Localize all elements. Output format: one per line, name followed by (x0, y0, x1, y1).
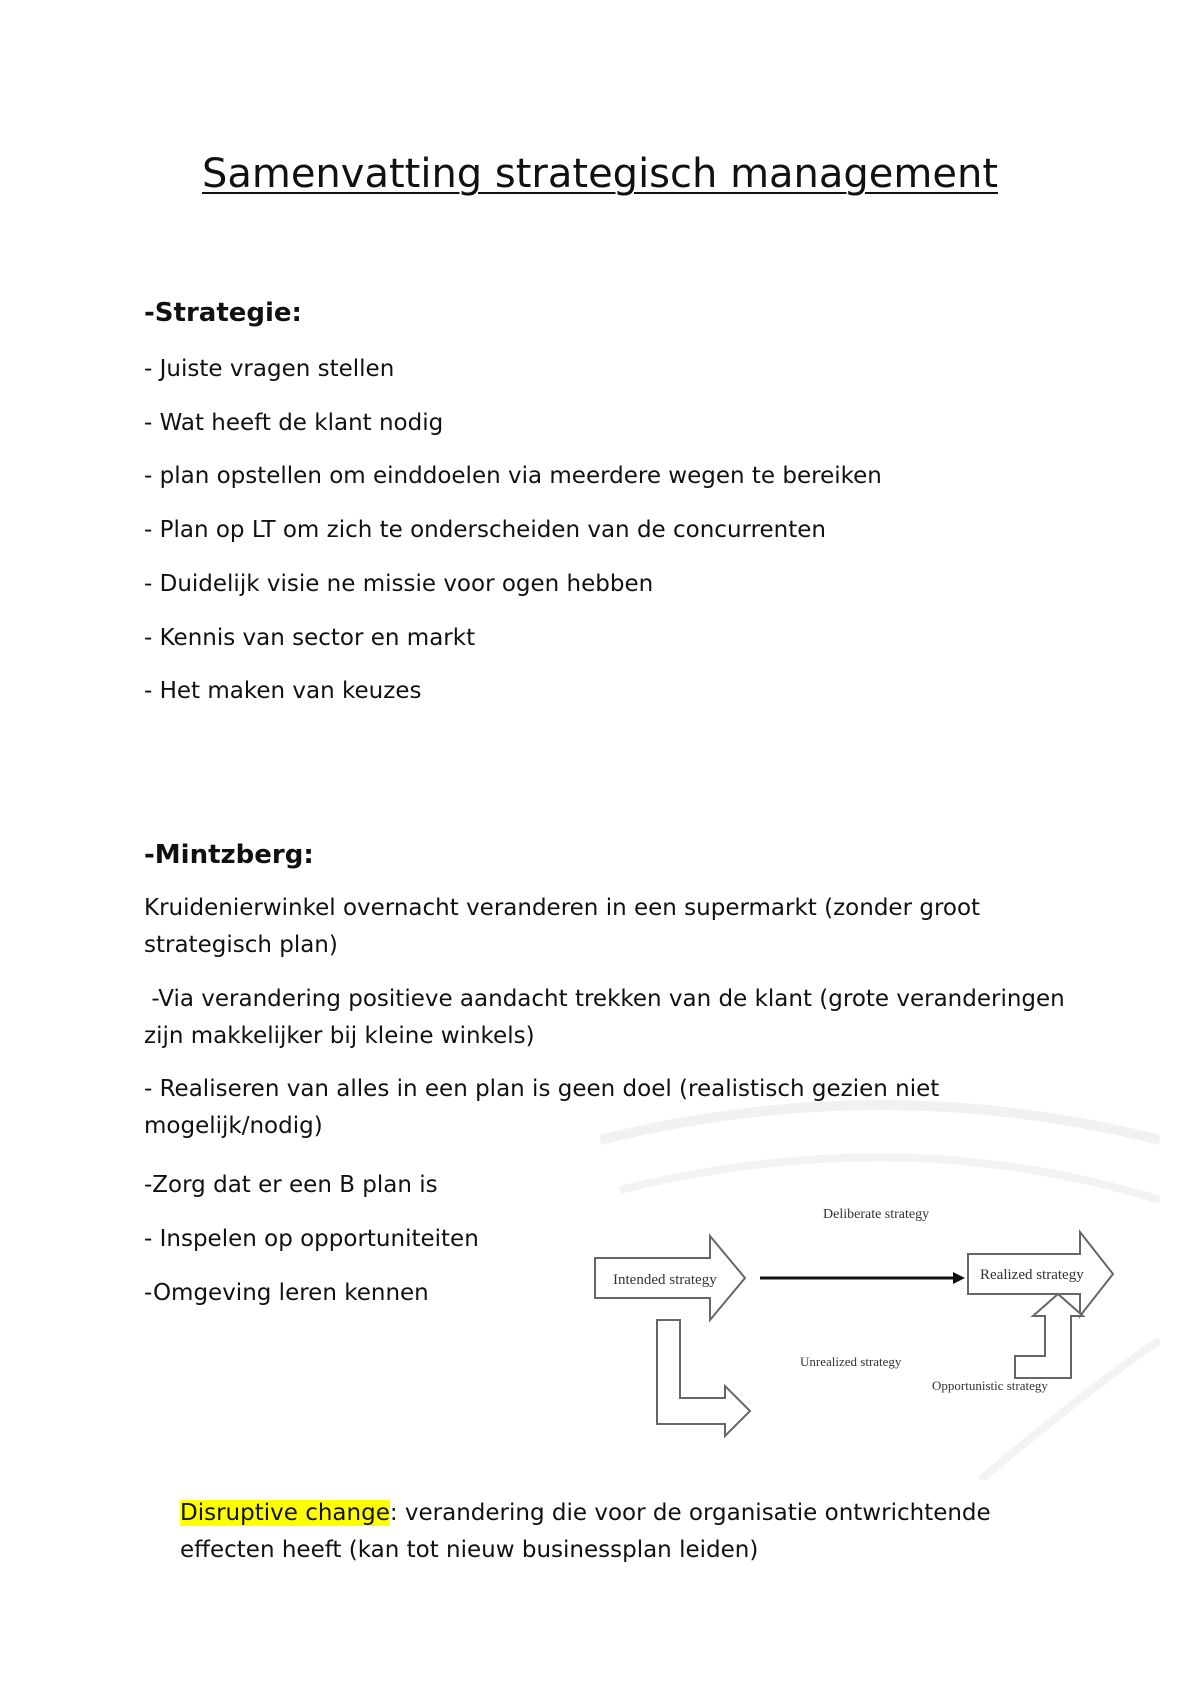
deliberate-arrowhead (953, 1272, 965, 1284)
page-title: Samenvatting strategisch management (201, 151, 999, 197)
disruptive-change-definition (180, 1495, 1040, 1569)
opportunistic-strategy-arrow (1015, 1294, 1083, 1378)
strategy-diagram (575, 1148, 1170, 1468)
mintzberg-paragraph: - Realiseren van alles in een plan is geen doel (realistisch gezien niet mogelijk/nodig) (144, 1076, 940, 1139)
intended-strategy-label: Intended strategy (613, 1272, 717, 1288)
unrealized-strategy-label: Unrealized strategy (800, 1354, 902, 1369)
mintzberg-heading: -Mintzberg: (144, 840, 314, 870)
strategie-item: - Duidelijk visie ne missie voor ogen hebben (144, 571, 654, 597)
opportunistic-strategy-label: Opportunistic strategy (932, 1378, 1048, 1393)
disruptive-change-term: Disruptive change (180, 1500, 390, 1526)
strategie-item: - Het maken van keuzes (144, 678, 422, 704)
deliberate-strategy-label: Deliberate strategy (823, 1207, 930, 1222)
mintzberg-item: -Zorg dat er een B plan is (144, 1172, 438, 1198)
strategie-item: - Juiste vragen stellen (144, 356, 395, 382)
realized-strategy-label: Realized strategy (980, 1267, 1084, 1283)
strategie-item: - Wat heeft de klant nodig (144, 410, 444, 436)
mintzberg-item: - Inspelen op opportuniteiten (144, 1226, 479, 1252)
mintzberg-item: -Omgeving leren kennen (144, 1280, 429, 1306)
strategie-heading: -Strategie: (144, 298, 302, 328)
disruptive-change-text: : verandering die voor de organisatie ontwrichtende effecten heeft (kan tot nieuw businessplan leiden) (180, 1500, 991, 1563)
strategie-item: - Kennis van sector en markt (144, 625, 476, 651)
strategie-item: - plan opstellen om einddoelen via meerdere wegen te bereiken (144, 463, 882, 489)
mintzberg-paragraph: Kruidenierwinkel overnacht veranderen in een supermarkt (zonder groot strategisch plan) (144, 895, 981, 958)
mintzberg-paragraph: -Via verandering positieve aandacht trekken van de klant (grote veranderingen zijn makkelijker bij kleine winkels) (144, 986, 1073, 1049)
strategie-item: - Plan op LT om zich te onderscheiden van de concurrenten (144, 517, 826, 543)
unrealized-strategy-arrow (657, 1320, 750, 1436)
